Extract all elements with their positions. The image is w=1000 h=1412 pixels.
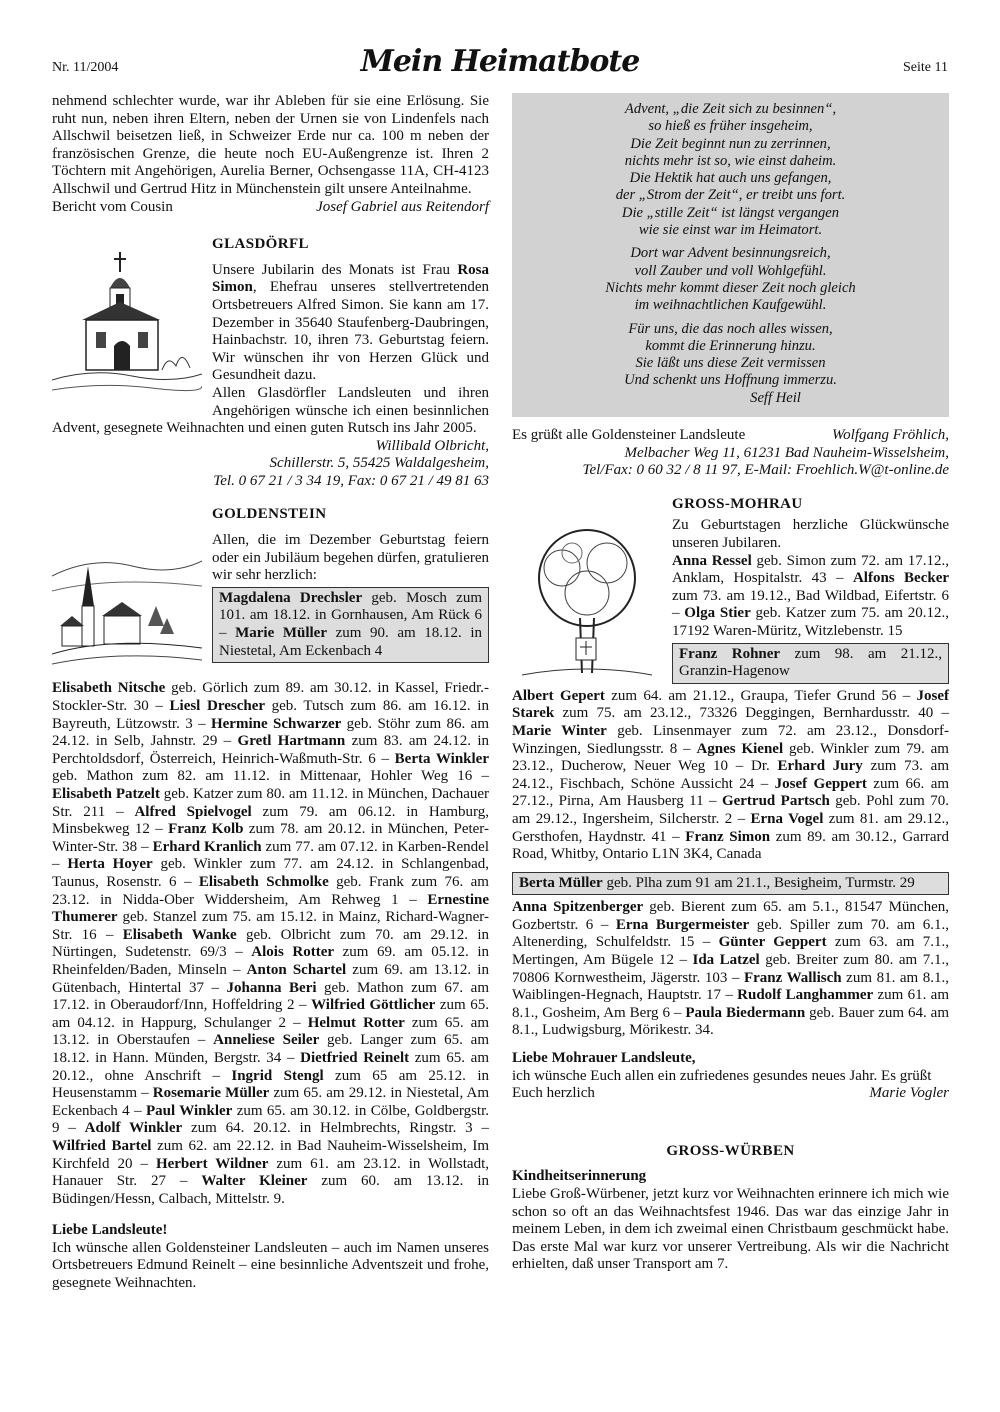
entry-details: zum 69. am 13.12. in Gütenbach, Hintertal 37 – [52, 961, 489, 996]
issue-number: Nr. 11/2004 [52, 60, 119, 75]
poem-line: Die Hektik hat auch uns gefangen, [629, 170, 832, 187]
person-name: Johanna Beri [226, 979, 317, 996]
intro-paragraph: nehmend schlechter wurde, war ihr Ableben für sie eine Erlösung. Sie ruht nun, neben ihren Eltern, neben der Urnen sie von Lindenfels nach Allschwil beisetzen ließ, in Schweizer Erde nur ca. 100 m neben der französischen Grenze, die heute noch EU-Außengrenze ist. Ihren 2 Töchtern mit Angehörigen, Aurelia Berner, Ochsengasse 11A, CH-4123 Allschwil und Gertrud Hitz in Münchenstein gilt unsere Anteilnahme. [52, 93, 489, 197]
poem-line: Dort war Advent besinnungsreich, [630, 245, 831, 262]
entry-details: zum 78. am 20.12. in München, Peter-Winter-Str. 38 – [52, 821, 490, 855]
entry-details: geb. Stanzel zum 75. am 15.12. in Mainz, Richard-Wagner-Str. 16 – [52, 909, 489, 943]
entry-details: zum 65. am 04.12. in Happurg, Schulanger 2 – [52, 997, 489, 1031]
poem-line: voll Zauber und voll Wohlgefühl. [634, 262, 827, 279]
poem-line: Die Zeit beginnt nun zu zerrinnen, [630, 135, 831, 152]
poem-line: kommt die Erinnerung hinzu. [645, 337, 816, 354]
poem-author: Seff Heil [750, 389, 801, 406]
person-name: Rosemarie Müller [152, 1085, 270, 1102]
person-name: Elisabeth Wanke [122, 926, 237, 943]
poem-line: Und schenkt uns Hoffnung immerzu. [624, 372, 837, 389]
mohrau-greeting-text: ich wünsche Euch allen ein zufriedenes gesundes neues Jahr. Es grüßt Euch herzlich [512, 1067, 932, 1102]
person-name: Günter Geppert [718, 934, 827, 951]
person-name: Franz Kolb [168, 821, 244, 838]
greeting-title: Liebe Landsleute! [52, 1222, 168, 1239]
person-name: Franz Simon [685, 828, 771, 845]
entry-details: zum 73. am 19.12., Bad Wildbad, Eifertstr. 6 – [672, 587, 949, 622]
glasdoerfl-signature: Willibald Olbricht, Schillerstr. 5, 55425 Waldalgesheim, Tel. 0 67 21 / 3 34 19, Fax: 0 67 21 / 49 81 63 [213, 437, 489, 489]
section-title-goldenstein: GOLDENSTEIN [212, 506, 327, 523]
village-illustration [52, 536, 202, 676]
entry-details: geb. Winkler zum 77. am 24.12. in Schlangenbad, Taunus, Rosenstr. 6 – [52, 856, 490, 890]
entry-details: geb. Stöhr zum 86. am 24.12. in Selb, Jahnstr. 29 – [52, 715, 489, 750]
masthead-logo: Mein Heimatbote [360, 44, 640, 79]
right-column [512, 93, 949, 1274]
person-name: Alfred Spielvogel [134, 803, 252, 820]
poem-line: wie sie einst war im Heimatort. [638, 222, 823, 239]
person-name: Marie Winter [512, 722, 607, 739]
left-column [52, 93, 489, 1293]
section-title-gross-mohrau: GROSS-MOHRAU [672, 495, 803, 512]
entry-details: geb. Mathon zum 82. am 11.12. in Mittenaar, Hohler Weg 16 – [52, 768, 489, 785]
glasdoerfl-text: Unsere Jubilarin des Monats ist Frau Rosa Simon, Ehefrau unseres stellvertretenden Ortsbetreuers Alfred Simon. Sie kann am 17. Dezember in 35640 Staufenberg-Daubringen, Hainbachstr. 10, ihren 73. Geburtstag feiern. Wir wünschen ihr von Herzen Glück und Gesundheit dazu. [212, 261, 489, 384]
person-name: Elisabeth Schmolke [198, 874, 329, 890]
greeting-author: Wolfgang Fröhlich, [832, 427, 949, 444]
person-name: Alfons Becker [852, 570, 950, 587]
entry-details: zum 75. am 23.12., 73326 Deggingen, Bernhardusstr. 40 – [554, 705, 949, 722]
person-name: Herbert Wildner [155, 1155, 269, 1172]
entry-details: geb. Breiter zum 80. am 7.1., 70806 Kornwestheim, Jägerstr. 103 – [512, 952, 949, 986]
person-name: Gertrud Partsch [721, 793, 830, 810]
entry-details: geb. Katzer zum 75. am 20.12., 17192 Waren-Müritz, Witzlebenstr. 15 [672, 605, 950, 639]
person-name: Gretl Hartmann [237, 733, 346, 750]
person-name: Adolf Winkler [84, 1120, 183, 1137]
poem-line: im weihnachtlichen Kaufgewühl. [634, 297, 827, 314]
person-name: Anneliese Seiler [213, 1032, 320, 1049]
person-name: Herta Hoyer [67, 856, 153, 873]
glasdoerfl-greeting: Allen Glasdörfler Landsleuten und ihren Angehörigen wünsche ich einen besinnlichen Advent, gesegnete Weihnachten und einen guten Rutsch ins Jahr 2005. [52, 384, 489, 437]
page-header [52, 44, 948, 92]
entry-details: zum 81. am 8.1., Waiblingen-Hegnach, Hauptstr. 17 – [512, 969, 950, 1004]
person-name: Alois Rotter [251, 944, 335, 961]
person-name: Wilfried Göttlicher [311, 997, 436, 1014]
person-name: Agnes Kienel [696, 740, 784, 757]
entry-details: zum 61. am 23.12. in Wollstadt, Hanauer Str. 27 – [52, 1155, 489, 1190]
page-number: Seite 11 [903, 60, 948, 75]
person-name: Josef Geppert [774, 775, 867, 792]
person-name: Elisabeth Patzelt [52, 786, 160, 803]
poem-line: Für uns, die das noch alles wissen, [628, 320, 833, 337]
report-credit [52, 199, 489, 217]
person-name: Elisabeth Nitsche [52, 680, 166, 697]
entry-details: zum 64. 20.12. in Helmbrechts, Ringstr. 3 – [182, 1120, 490, 1137]
person-name: Hermine Schwarzer [210, 715, 342, 732]
glasdoerfl-section [52, 236, 489, 490]
entry-details: zum 73. am 24.12., Fischbach, Schöne Aussicht 24 – [512, 758, 949, 792]
report-author: Josef Gabriel aus Reitendorf [316, 198, 489, 215]
entry-details: geb. Pohl zum 70. am 29.12., Ingersheim, Silcherstr. 2 – [512, 793, 949, 827]
person-name: Helmut Rotter [307, 1014, 405, 1031]
gross-mohrau-list-3 [512, 899, 949, 1040]
entry-details: geb. Spiller zum 70. am 6.1., Altenerding, Schulfeldstr. 15 – [512, 916, 950, 951]
gross-wuerben-text: Liebe Groß-Würbener, jetzt kurz vor Weihnachten erinnere ich mich wie schon so oft an das Weihnachtsfest 1946. Das war das einzige Jahr in meinem Leben, in dem ich zweimal einen Christbaum geschmückt habe. Das erste Mal war kurz vor unserer Vertreibung. Als wir die Nachricht erhielten, daß unser Transport am 7. [512, 1186, 949, 1273]
entry-details: zum 81. am 29.12., Gersthofen, Haydnstr. 41 – [512, 810, 950, 845]
gross-mohrau-highlight-2: Berta Müller geb. Plha zum 91 am 21.1., Besigheim, Turmstr. 29 [512, 872, 949, 896]
person-name: Wilfried Bartel [52, 1137, 152, 1154]
gross-mohrau-intro: Zu Geburtstagen herzliche Glückwünsche unseren Jubilaren. [672, 517, 949, 552]
entry-details: zum 65. am 20.12., ohne Anschrift – [52, 1049, 490, 1084]
entry-details: geb. Katzer zum 80. am 11.12. in München, Dachauer Str. 211 – [52, 786, 490, 820]
person-name: Erna Vogel [750, 810, 824, 827]
entry-details: geb. Langer zum 65. am 18.12. in Hann. Münden, Bergstr. 34 – [52, 1032, 489, 1066]
gross-wuerben-subtitle: Kindheitserinnerung [512, 1168, 647, 1185]
person-name: Ernestine Thumerer [52, 891, 489, 926]
goldenstein-intro: Allen, die im Dezember Geburtstag feiern oder ein Jubiläum begehen dürfen, gratulieren wir sehr herzlich: [212, 532, 489, 584]
person-name: Paul Winkler [145, 1102, 233, 1119]
entry-details: zum 65 am 25.12. in Heusenstamm – [52, 1067, 489, 1102]
person-name: Albert Gepert [512, 687, 605, 704]
greeting-contact: Tel/Fax: 0 60 32 / 8 11 97, E-Mail: Froehlich.W@t-online.de [582, 462, 949, 479]
entry-details: zum 89. am 30.12., Garrard Road, Whitby, Ontario L1N 3K4, Canada [512, 828, 949, 863]
greeting-label: Es grüßt alle Goldensteiner Landsleute [512, 427, 746, 444]
report-label: Bericht vom Cousin [52, 198, 173, 215]
poem-line: nichts mehr ist so, wie einst daheim. [624, 152, 837, 169]
entry-details: zum 64. am 21.12., Graupa, Tiefer Grund 56 – [604, 687, 917, 704]
person-name: Anna Ressel [672, 552, 752, 569]
person-name: Erna Burgermeister [615, 916, 750, 933]
entry-details: zum 79. am 06.12. in Hamburg, Minsbekweg 12 – [52, 803, 490, 838]
entry-details: zum 65. am 13.12. in Oberstaufen – [52, 1014, 490, 1049]
gross-mohrau-highlight-1: Franz Rohner zum 98. am 21.12., Granzin-Hagenow [672, 643, 949, 684]
poem-line: Advent, „die Zeit sich zu besinnen“, [624, 101, 837, 117]
goldenstein-birthday-list [52, 680, 489, 1208]
person-name: Liesl Drescher [169, 698, 266, 715]
gross-mohrau-list-2 [512, 688, 949, 864]
goldenstein-highlight-box: Magdalena Drechsler geb. Mosch zum 101. am 18.12. in Gornhausen, Am Rück 6 – Marie Müller zum 90. am 18.12. in Niestetal, Am Eckenbach 4 [212, 587, 489, 663]
poem-line: der „Strom der Zeit“, er treibt uns fort. [615, 187, 846, 204]
entry-details: zum 60. am 13.12. in Büdingen/Hessn, Calbach, Mittelstr. 9. [52, 1173, 489, 1207]
entry-details: zum 83. am 24.12. in Perchtoldsdorf, Österreich, Heinrich-Waßmuth-Str. 6 – [52, 733, 489, 767]
gross-mohrau-section [512, 496, 949, 1103]
person-name: Rudolf Langhammer [737, 987, 874, 1004]
gross-wuerben-section [512, 1143, 949, 1274]
mohrau-greeting-title: Liebe Mohrauer Landsleute, [512, 1050, 696, 1067]
entry-details: zum 61. am 8.1., Gosheim, Am Berg 6 – [512, 987, 949, 1021]
person-name: Olga Stier [684, 605, 751, 622]
person-name: Ida Latzel [692, 952, 760, 969]
entry-details: geb. Bauer zum 64. am 8.1., Ludwigsburg, Mörikestr. 34. [512, 1004, 949, 1039]
person-name: Paula Biedermann [685, 1004, 806, 1021]
entry-details: zum 65. am 29.12. in Niestetal, Am Eckenbach 4 – [52, 1085, 489, 1119]
person-name: Dietfried Reinelt [300, 1049, 410, 1066]
entry-details: geb. Winkler zum 79. am 23.12., Ducherow, Neuer Weg 10 – Dr. [512, 740, 949, 775]
entry-details: zum 65. am 30.12. in Cölbe, Goldbergstr. 9 – [52, 1102, 490, 1137]
entry-details: zum 77. am 07.12. in Karben-Rendel – [52, 838, 489, 873]
poem-line: Die „stille Zeit“ ist längst vergangen [621, 204, 840, 221]
entry-details: zum 62. am 22.12. in Bad Nauheim-Wisselsheim, Im Kirchfeld 20 – [52, 1137, 489, 1172]
person-name: Walter Kleiner [201, 1173, 308, 1190]
section-title-gross-wuerben: GROSS-WÜRBEN [666, 1142, 795, 1159]
person-name: Anna Spitzenberger [512, 899, 644, 916]
poem-line: Nichts mehr kommt dieser Zeit noch gleich [605, 279, 856, 296]
entry-details: geb. Görlich zum 89. am 30.12. in Kassel, Friedr.-Stockler-Str. 30 – [52, 680, 489, 715]
entry-details: zum 63. am 7.1., Mertingen, Am Bügele 12 – [512, 934, 949, 969]
entry-details: geb. Simon zum 72. am 17.12., Anklam, Hospitalstr. 43 – [672, 552, 949, 587]
person-name: Erhard Jury [777, 758, 863, 775]
goldenstein-section [52, 506, 489, 1292]
person-name: Anton Schartel [246, 961, 347, 978]
entry-details: geb. Bierent zum 65. am 5.1., 81547 München, Gozbertstr. 6 – [512, 899, 949, 933]
entry-details: zum 69. am 05.12. in Rheinfelden/Baden, Minseln – [52, 944, 489, 978]
tree-illustration [512, 523, 662, 683]
section-title-glasdoerfl: GLASDÖRFL [212, 236, 309, 253]
entry-details: zum 66. am 27.12., Pirna, Am Hausberg 11 – [512, 775, 950, 810]
person-name: Franz Wallisch [743, 969, 842, 986]
greeting-text: Ich wünsche allen Goldensteiner Landsleuten – auch im Namen unseres Ortsbetreuers Edmund Reinelt – eine besinnliche Adventszeit und frohe, gesegnete Weihnachten. [52, 1239, 489, 1292]
entry-details: geb. Linsenmayer zum 72. am 23.12., Donsdorf-Winzingen, Siedlungsstr. 8 – [512, 722, 949, 757]
mohrau-greeting-signature: Marie Vogler [869, 1085, 949, 1102]
person-name: Josef Starek [512, 687, 949, 722]
goldenstein-greeting [512, 427, 949, 480]
person-name: Erhard Kranlich [152, 838, 262, 855]
person-name: Berta Winkler [394, 750, 489, 767]
advent-poem [512, 93, 949, 417]
chapel-illustration [52, 250, 202, 400]
poem-line: Sie läßt uns diese Zeit vermissen [635, 355, 826, 372]
poem-line: so hieß es früher insgeheim, [648, 118, 813, 135]
entry-details: geb. Tutsch zum 86. am 16.12. in Bayreuth, Lützowstr. 3 – [52, 698, 489, 732]
entry-details: geb. Mathon zum 67. am 17.12. in Oberaudorf/Inn, Hoffeldring 2 – [52, 979, 489, 1014]
greeting-address: Melbacher Weg 11, 61231 Bad Nauheim-Wisselsheim, [624, 444, 949, 461]
person-name: Ingrid Stengl [231, 1067, 324, 1084]
entry-details: geb. Frank zum 76. am 23.12. in Nidda-Ober Widdersheim, Am Rehweg 1 – [52, 874, 489, 908]
entry-details: geb. Olbricht zum 70. am 29.12. in Nürtingen, Sudetenstr. 69/3 – [52, 926, 489, 961]
